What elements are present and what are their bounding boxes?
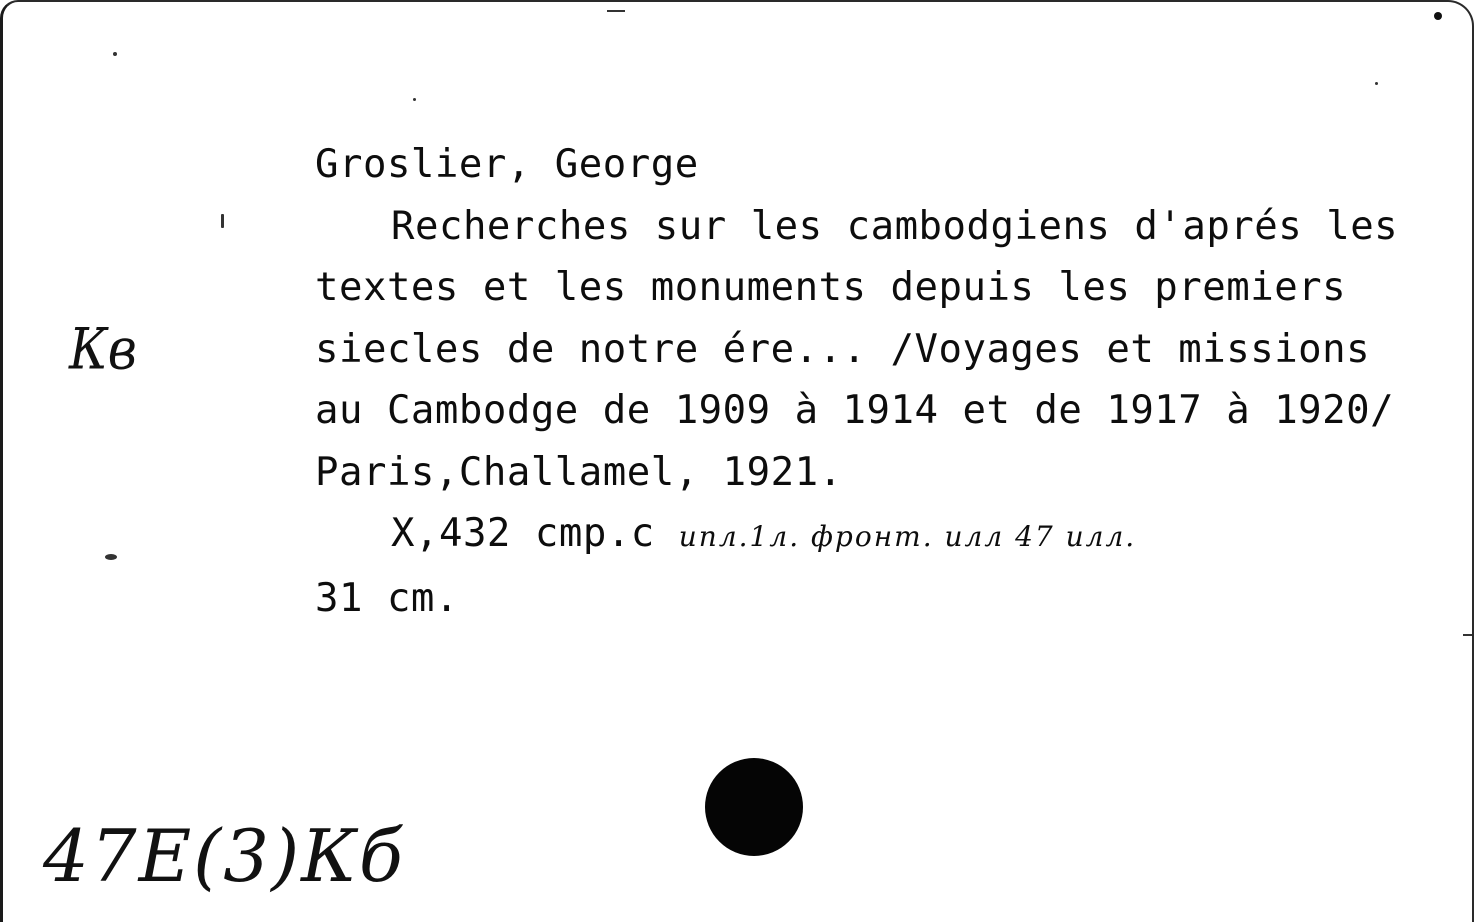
title-line-4: au Cambodge de 1909 à 1914 et de 1917 à 1920/ <box>315 388 1395 433</box>
extent-typed: X,432 cmp.c <box>391 511 655 556</box>
title-line-2: textes et les monuments depuis les premiers <box>315 265 1347 310</box>
speck <box>113 52 117 56</box>
speck <box>221 214 224 228</box>
speck <box>1463 634 1474 636</box>
title-line-1: Recherches sur les cambodgiens d'aprés les <box>391 203 1399 249</box>
shelf-mark: 47Е(3)Кб <box>43 814 405 898</box>
speck <box>1375 82 1378 85</box>
ink-dot <box>1434 12 1442 20</box>
speck <box>105 554 117 560</box>
speck <box>607 10 625 12</box>
bibliographic-entry <box>315 134 1455 629</box>
extent-line <box>315 503 1455 568</box>
extent-handwritten: ипл.1л. фронт. илл 47 илл. <box>678 520 1137 553</box>
imprint-line: Paris,Challamel, 1921. <box>315 449 843 495</box>
author-heading: Groslier, George <box>315 142 699 187</box>
speck <box>413 98 416 101</box>
size-line: 31 cm. <box>315 575 459 621</box>
punch-hole <box>705 758 803 856</box>
title-line-3: siecles de notre ére... /Voyages et missions <box>315 326 1371 372</box>
margin-classification-mark: Кв <box>69 315 137 383</box>
